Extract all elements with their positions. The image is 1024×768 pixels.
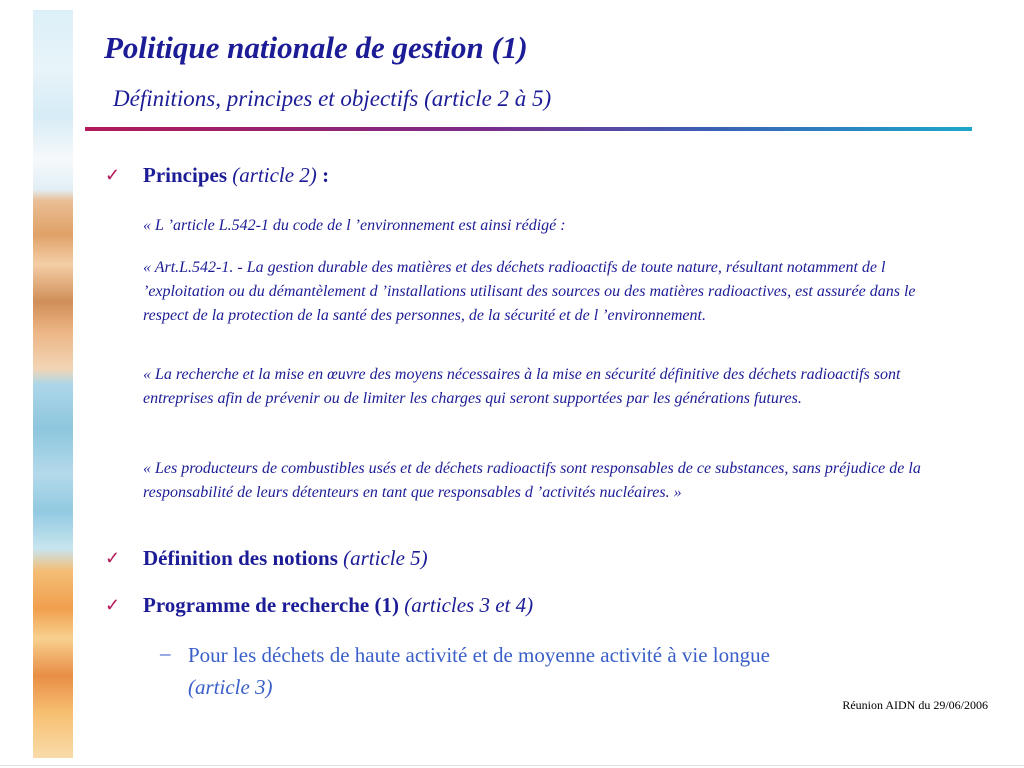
paragraph-producteurs: « Les producteurs de combustibles usés et de déchets radioactifs sont responsables de ce substances, sans préjudice de la responsabilité de leurs détenteurs en tant que responsables d ’activités nucléaires. » <box>143 460 921 501</box>
title-divider <box>85 127 972 131</box>
bottom-divider <box>0 765 1024 766</box>
sub-item-dechets <box>188 639 948 703</box>
heading-programme-ref: (articles 3 et 4) <box>404 593 534 617</box>
sub-item-ref: (article 3) <box>188 675 273 699</box>
checkmark-icon: ✓ <box>105 548 121 568</box>
heading-definition-label: Définition des notions <box>143 546 338 570</box>
paragraph-intro: « L ’article L.542-1 du code de l ’environnement est ainsi rédigé : <box>143 217 566 234</box>
heading-definition-ref: (article 5) <box>343 546 428 570</box>
sub-bullet-dash: – <box>160 641 171 665</box>
paragraph-article: « Art.L.542-1. - La gestion durable des matières et des déchets radioactifs de toute nature, résultant notamment de l ’exploitation ou du démantèlement d ’installations utilisant des sources ou des matières radioactives, est assurée dans le respect de la protection de la santé des personnes, de la sécurité et de l ’environnement. <box>143 259 916 324</box>
heading-principes-suffix: : <box>322 163 330 187</box>
footer-meeting-date: Réunion AIDN du 29/06/2006 <box>842 698 988 712</box>
slide-subtitle: Définitions, principes et objectifs (article 2 à 5) <box>113 86 552 111</box>
heading-principes-label: Principes <box>143 163 227 187</box>
heading-definition <box>143 546 428 571</box>
slide-title: Politique nationale de gestion (1) <box>104 30 528 65</box>
heading-principes <box>143 163 329 188</box>
checkmark-icon: ✓ <box>105 595 121 615</box>
decorative-side-strip <box>33 10 73 758</box>
checkmark-icon: ✓ <box>105 165 121 185</box>
heading-programme-label: Programme de recherche (1) <box>143 593 399 617</box>
sub-item-text: Pour les déchets de haute activité et de moyenne activité à vie longue <box>188 643 770 667</box>
paragraph-recherche: « La recherche et la mise en œuvre des moyens nécessaires à la mise en sécurité définitive des déchets radioactifs sont entreprises afin de prévenir ou de limiter les charges qui seront supportées par les générations futures. <box>143 366 901 407</box>
heading-principes-ref: (article 2) <box>232 163 317 187</box>
heading-programme <box>143 593 533 618</box>
